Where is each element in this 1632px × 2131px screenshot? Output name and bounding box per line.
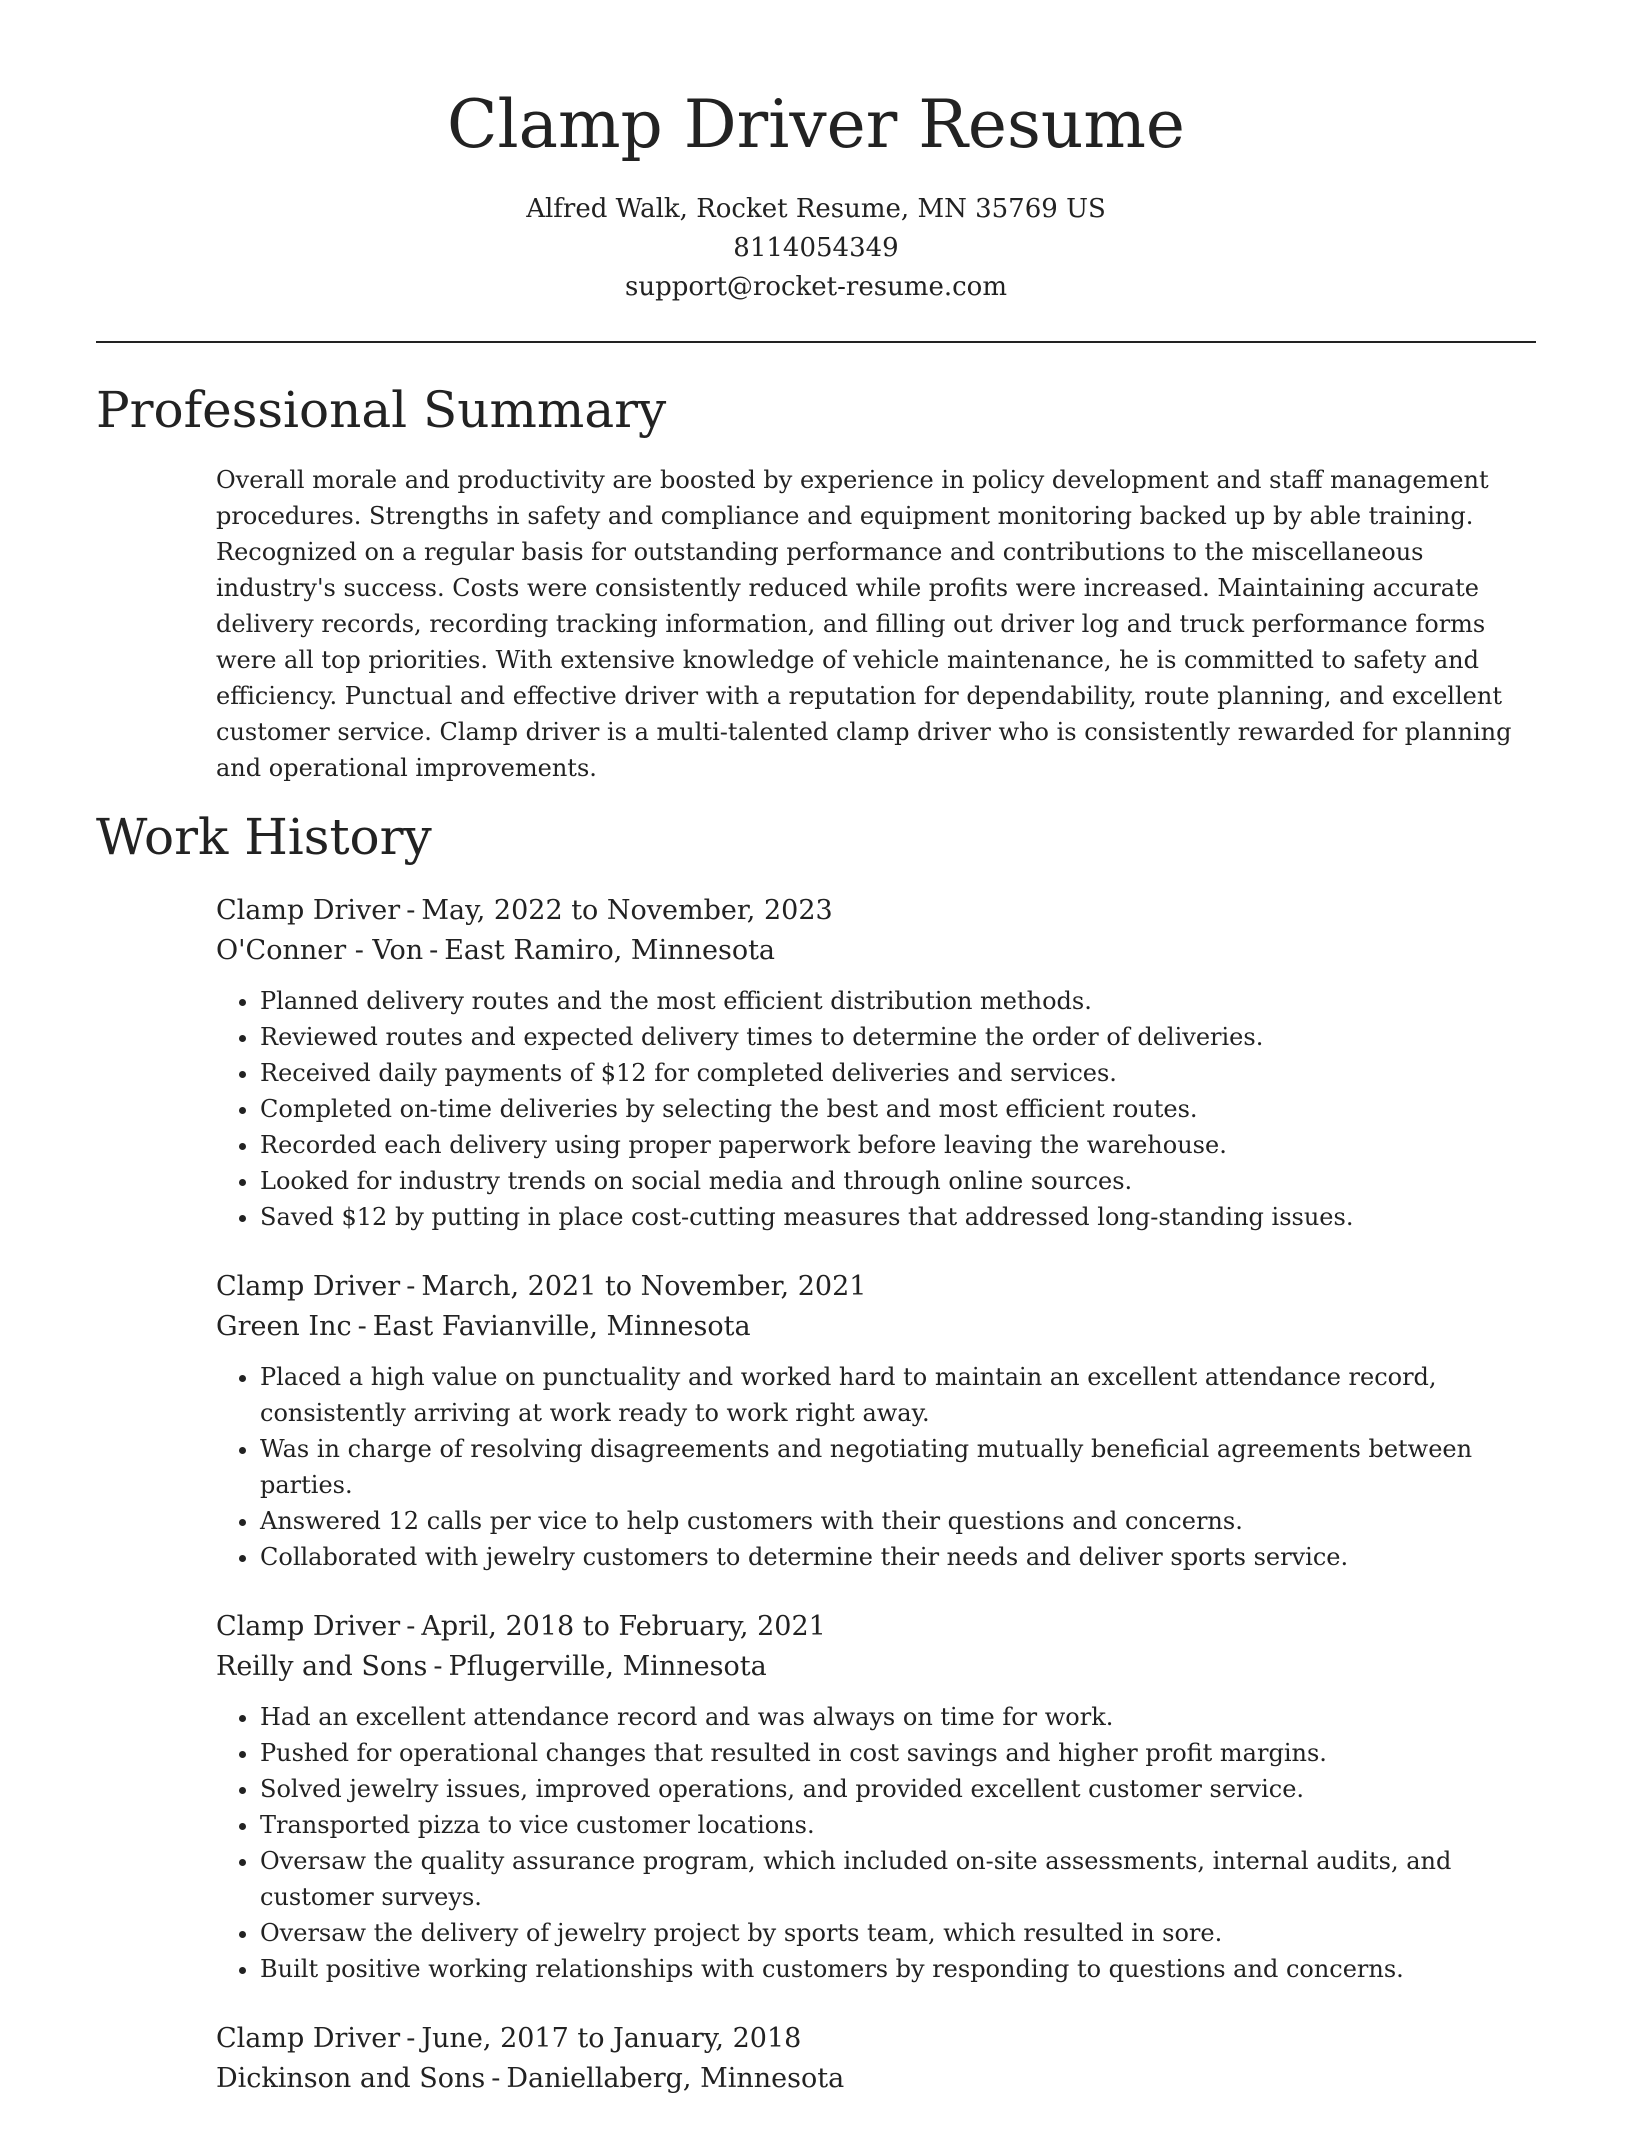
job-location: East Favianville, Minnesota (372, 1311, 751, 1342)
job-separator: - (429, 935, 439, 966)
job-separator: - (406, 1271, 416, 1302)
job-company-line (216, 931, 1546, 971)
job-bullet: • Received daily payments of $12 for completed deliveries and services. (260, 1055, 1546, 1091)
work-history-heading: Work History (96, 808, 432, 866)
job-separator: - (406, 895, 416, 926)
job-bullets (216, 1699, 1546, 1987)
job-company: Green Inc (216, 1311, 352, 1342)
job-bullet: • Reviewed routes and expected delivery times to determine the order of deliveries. (260, 1019, 1546, 1055)
job-title: Clamp Driver (216, 2023, 401, 2054)
job-title-line (216, 1267, 1546, 1307)
job-title-line (216, 1607, 1546, 1647)
job-location: Pflugerville, Minnesota (448, 1651, 767, 1682)
job-company-line (216, 2059, 1546, 2099)
contact-email: support@rocket-resume.com (624, 272, 1007, 302)
job-bullet: • Planned delivery routes and the most efficient distribution methods. (260, 983, 1546, 1019)
job-bullet: • Completed on-time deliveries by selecting the best and most efficient routes. (260, 1091, 1546, 1127)
job-bullet: • Solved jewelry issues, improved operations, and provided excellent customer service. (260, 1771, 1546, 1807)
job-company: Reilly and Sons (216, 1651, 428, 1682)
work-history-list (216, 891, 1546, 2131)
job-bullets (216, 1359, 1546, 1575)
job-separator: - (406, 2023, 416, 2054)
job-bullet: • Recorded each delivery using proper paperwork before leaving the warehouse. (260, 1127, 1546, 1163)
job-separator: - (357, 1311, 367, 1342)
job-location: Daniellaberg, Minnesota (506, 2063, 845, 2094)
job-bullet: • Answered 12 calls per vice to help customers with their questions and concerns. (260, 1503, 1546, 1539)
job-separator: - (491, 2063, 501, 2094)
job-company: O'Conner - Von (216, 935, 424, 966)
job-bullet: • Collaborated with jewelry customers to determine their needs and deliver sports service. (260, 1539, 1546, 1575)
job-bullet: • Placed a high value on punctuality and worked hard to maintain an excellent attendance record, consistently arriving at work ready to work right away. (260, 1359, 1546, 1431)
summary-heading: Professional Summary (96, 381, 667, 439)
job-title: Clamp Driver (216, 1611, 401, 1642)
job-title: Clamp Driver (216, 1271, 401, 1302)
job-bullet: • Looked for industry trends on social media and through online sources. (260, 1163, 1546, 1199)
contact-address: Alfred Walk, Rocket Resume, MN 35769 US (526, 194, 1106, 224)
job-dates: May, 2022 to November, 2023 (421, 895, 833, 926)
job-company-line (216, 1647, 1546, 1687)
resume-title: Clamp Driver Resume (447, 86, 1185, 163)
job-bullet: • Was in charge of resolving disagreements and negotiating mutually beneficial agreements between parties. (260, 1431, 1546, 1503)
job-entry (216, 1267, 1546, 1575)
job-separator: - (406, 1611, 416, 1642)
job-bullet: • Pushed for operational changes that resulted in cost savings and higher profit margins. (260, 1735, 1546, 1771)
header-divider (96, 341, 1536, 343)
contact-block (0, 190, 1632, 307)
job-title-line (216, 2019, 1546, 2059)
job-bullet: • Built positive working relationships with customers by responding to questions and concerns. (260, 1951, 1546, 1987)
job-title: Clamp Driver (216, 895, 401, 926)
job-entry (216, 2019, 1546, 2099)
job-title-line (216, 891, 1546, 931)
job-bullet: • Had an excellent attendance record and was always on time for work. (260, 1699, 1546, 1735)
job-bullet: • Oversaw the delivery of jewelry project by sports team, which resulted in sore. (260, 1915, 1546, 1951)
job-entry (216, 1607, 1546, 1987)
job-location: East Ramiro, Minnesota (444, 935, 776, 966)
job-bullet: • Oversaw the quality assurance program, which included on-site assessments, internal audits, and customer surveys. (260, 1843, 1546, 1915)
job-company: Dickinson and Sons (216, 2063, 486, 2094)
job-dates: April, 2018 to February, 2021 (421, 1611, 826, 1642)
job-entry (216, 891, 1546, 1235)
job-dates: March, 2021 to November, 2021 (421, 1271, 867, 1302)
job-company-line (216, 1307, 1546, 1347)
contact-phone: 8114054349 (733, 233, 899, 263)
summary-text: Overall morale and productivity are boosted by experience in policy development and staff management procedures. Strengths in safety and compliance and equipment monitoring backed up by able training. Recognized on a regular basis for outstanding performance and contributions to the miscellaneous industry's success. Costs were consistently reduced while profits were increased. Maintaining accurate delivery records, recording tracking information, and filling out driver log and truck performance forms were all top priorities. With extensive knowledge of vehicle maintenance, he is committed to safety and efficiency. Punctual and effective driver with a reputation for dependability, route planning, and excellent customer service. Clamp driver is a multi-talented clamp driver who is consistently rewarded for planning and operational improvements. (216, 466, 1512, 782)
job-separator: - (433, 1651, 443, 1682)
job-bullets (216, 983, 1546, 1235)
job-bullet: • Transported pizza to vice customer locations. (260, 1807, 1546, 1843)
job-dates: June, 2017 to January, 2018 (421, 2023, 802, 2054)
job-bullet: • Saved $12 by putting in place cost-cutting measures that addressed long-standing issues. (260, 1199, 1546, 1235)
